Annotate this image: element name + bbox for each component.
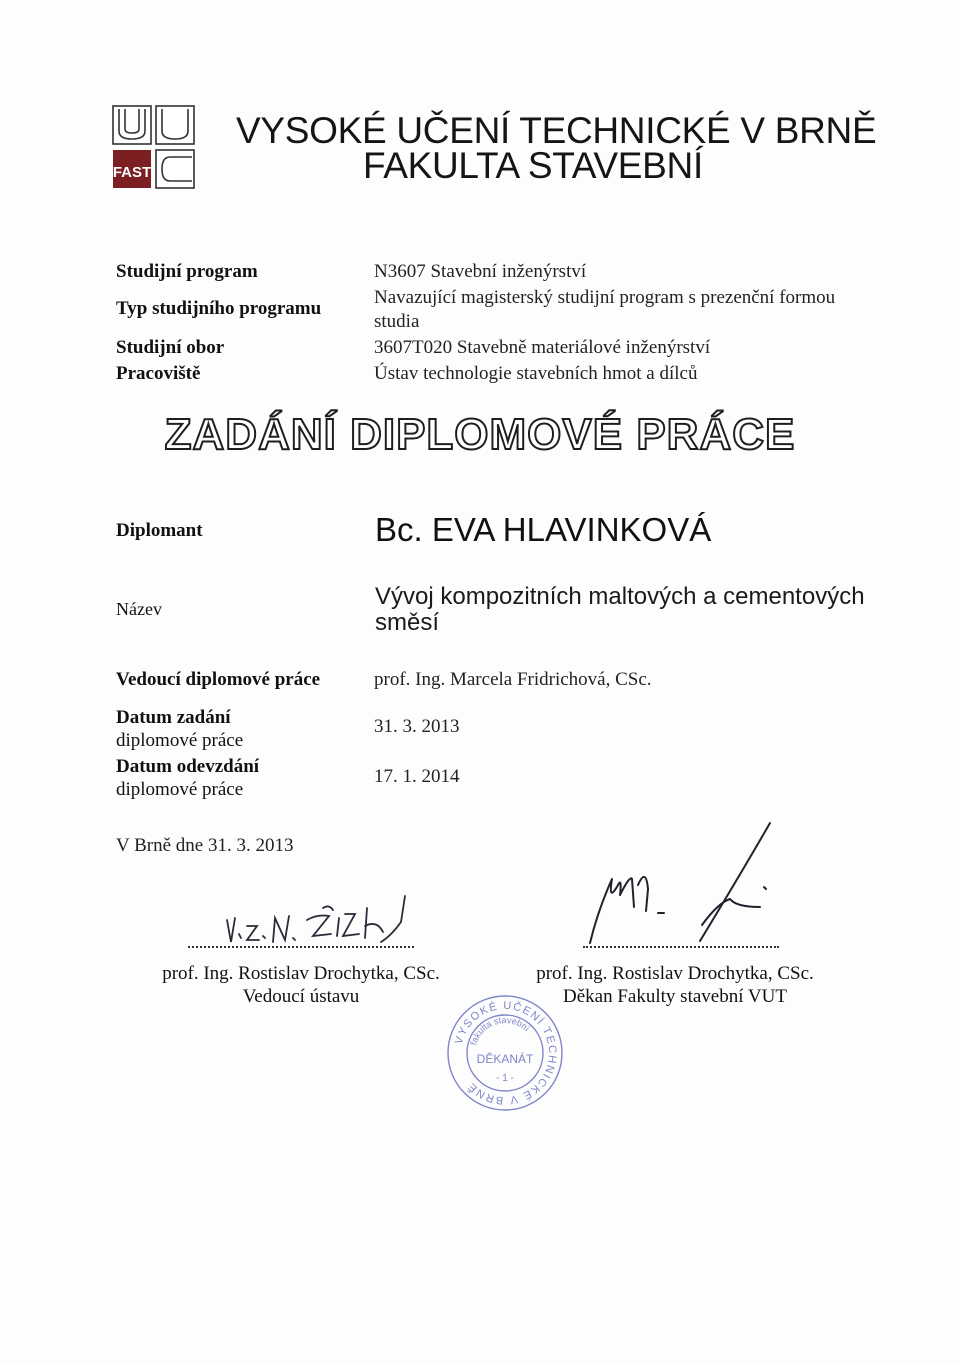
stamp-center-text: DĚKANÁT bbox=[476, 1052, 534, 1066]
study-program-value: N3607 Stavební inženýrství bbox=[374, 261, 587, 282]
left-signature-line bbox=[188, 946, 414, 948]
assigned-label-line2: diplomové práce bbox=[116, 730, 244, 751]
left-signatory-name: prof. Ing. Rostislav Drochytka, CSc. bbox=[162, 963, 440, 984]
assigned-label-line1: Datum zadání bbox=[116, 707, 231, 728]
supervisor-label: Vedoucí diplomové práce bbox=[116, 669, 321, 690]
university-name: VYSOKÉ UČENÍ TECHNICKÉ V BRNĚ bbox=[236, 110, 877, 151]
right-handwritten-signature bbox=[560, 815, 800, 955]
student-name: Bc. EVA HLAVINKOVÁ bbox=[375, 511, 712, 548]
study-program-label: Studijní program bbox=[116, 261, 258, 282]
supervisor-value: prof. Ing. Marcela Fridrichová, CSc. bbox=[374, 669, 652, 690]
stamp-number: - 1 - bbox=[496, 1073, 514, 1084]
document-title: ZADÁNÍ DIPLOMOVÉ PRÁCE bbox=[164, 410, 796, 459]
student-label: Diplomant bbox=[116, 520, 203, 541]
left-signatory-role: Vedoucí ústavu bbox=[242, 986, 360, 1007]
field-value: 3607T020 Stavebně materiálové inženýrství bbox=[374, 337, 711, 358]
workplace-value: Ústav technologie stavebních hmot a dílců bbox=[374, 363, 698, 384]
thesis-name: Vývoj kompozitních maltových a cementových směsí bbox=[375, 583, 865, 636]
faculty-name: FAKULTA STAVEBNÍ bbox=[363, 145, 703, 186]
stamp-ring-text: VYSOKÉ UČENÍ TECHNICKÉ V BRNĚ bbox=[452, 999, 559, 1107]
field-label: Studijní obor bbox=[116, 337, 225, 358]
right-signature-line bbox=[583, 946, 779, 948]
stamp-inner-text: fakulta stavební bbox=[468, 1014, 532, 1047]
submission-date: 17. 1. 2014 bbox=[374, 766, 460, 787]
left-handwritten-signature bbox=[205, 880, 435, 952]
right-signatory-name: prof. Ing. Rostislav Drochytka, CSc. bbox=[536, 963, 814, 984]
right-signatory-role: Děkan Fakulty stavební VUT bbox=[563, 986, 787, 1007]
university-logo bbox=[112, 105, 196, 191]
logo-text: FAST bbox=[112, 164, 152, 181]
program-type-value: Navazující magisterský studijní program s prezenční formou studia bbox=[374, 287, 836, 332]
thesis-name-label: Název bbox=[116, 599, 162, 619]
workplace-label: Pracoviště bbox=[116, 363, 201, 384]
submission-label-line1: Datum odevzdání bbox=[116, 756, 260, 777]
place-and-date: V Brně dne 31. 3. 2013 bbox=[116, 835, 294, 856]
official-stamp bbox=[445, 993, 565, 1113]
assigned-date: 31. 3. 2013 bbox=[374, 716, 460, 737]
submission-label-line2: diplomové práce bbox=[116, 779, 244, 800]
program-type-label: Typ studijního programu bbox=[116, 298, 322, 319]
